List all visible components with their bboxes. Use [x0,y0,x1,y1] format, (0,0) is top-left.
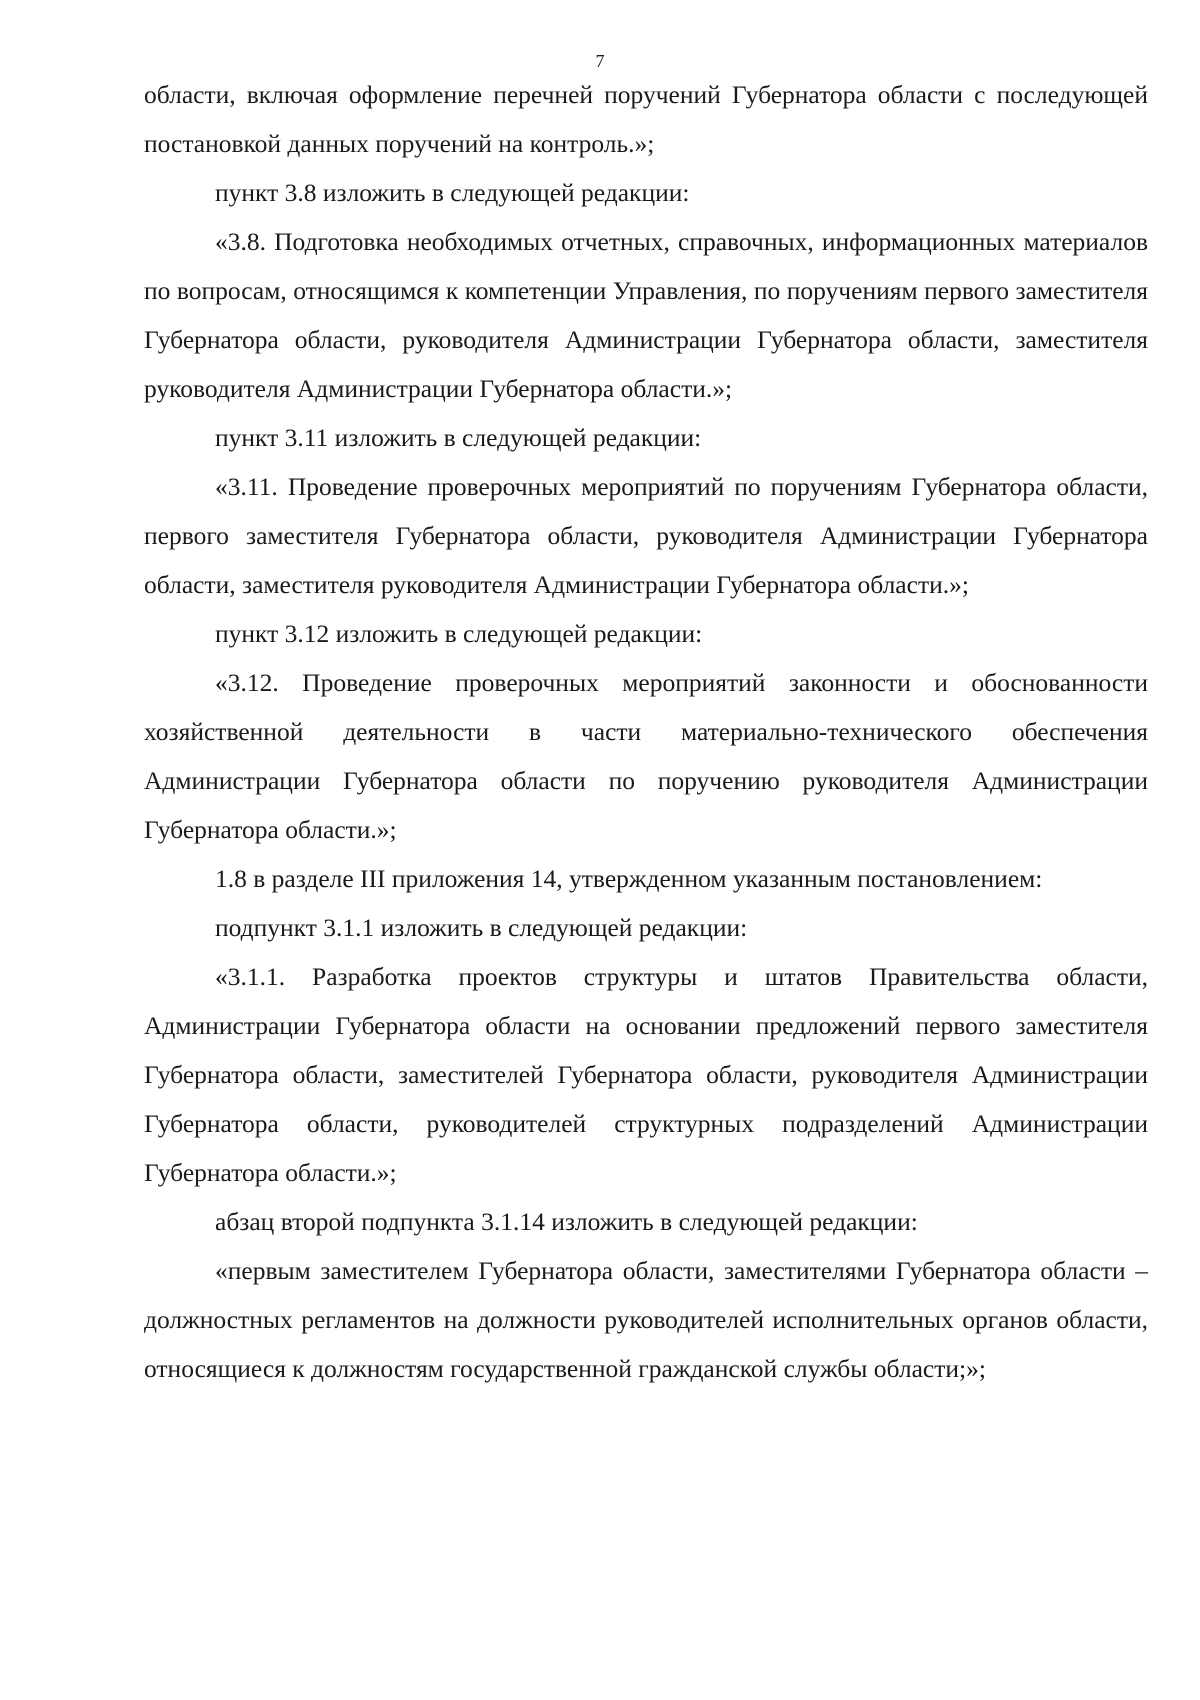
paragraph: «первым заместителем Губернатора области, заместителями Губернатора области – должностных регламентов на должности руководителей исполнительных органов области, относящиеся к должностям государственной гражданской службы области;»; [144,1256,1148,1383]
paragraph: абзац второй подпункта 3.1.14 изложить в следующей редакции: [215,1207,918,1236]
paragraph: «3.1.1. Разработка проектов структуры и штатов Правительства области, Администрации Губернатора области на основании предложений первого заместителя Губернатора области, заместителей Губернатора области, руководителя Администрации Губернатора области, руководителей структурных подразделений Администрации Губернатора области.»; [144,962,1148,1187]
paragraph: подпункт 3.1.1 изложить в следующей редакции: [215,913,748,942]
paragraph: пункт 3.11 изложить в следующей редакции: [215,423,702,452]
paragraph: 1.8 в разделе III приложения 14, утвержденном указанным постановлением: [215,864,1043,893]
paragraph: пункт 3.12 изложить в следующей редакции: [215,619,703,648]
paragraph: «3.12. Проведение проверочных мероприятий законности и обоснованности хозяйственной деятельности в части материально-технического обеспечения Администрации Губернатора области по поручению руководителя Администрации Губернатора области.»; [144,668,1148,844]
paragraph: «3.11. Проведение проверочных мероприятий по поручениям Губернатора области, первого заместителя Губернатора области, руководителя Администрации Губернатора области, заместителя руководителя Администрации Губернатора области.»; [144,472,1148,599]
paragraph: пункт 3.8 изложить в следующей редакции: [215,178,690,207]
document-body [144,70,1148,1393]
paragraph: области, включая оформление перечней поручений Губернатора области с последующей постановкой данных поручений на контроль.»; [144,80,1148,158]
page-number: 7 [595,51,605,71]
paragraph: «3.8. Подготовка необходимых отчетных, справочных, информационных материалов по вопросам, относящимся к компетенции Управления, по поручениям первого заместителя Губернатора области, руководителя Администрации Губернатора области, заместителя руководителя Администрации Губернатора области.»; [144,227,1148,403]
